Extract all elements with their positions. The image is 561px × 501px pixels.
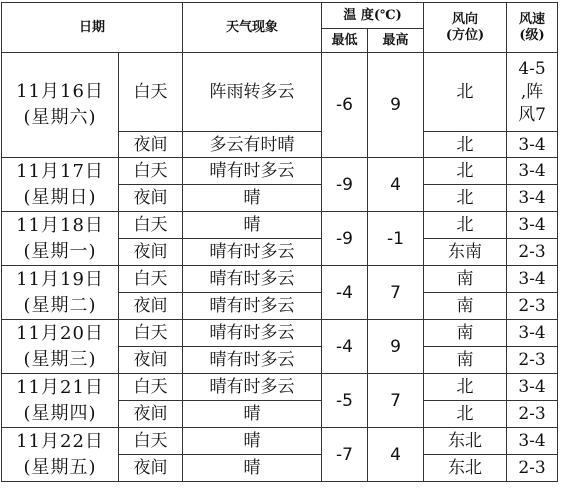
wind-direction-night: 南	[424, 293, 507, 320]
date-cell	[2, 53, 119, 158]
weather-day: 晴有时多云	[183, 158, 322, 185]
forecast-body	[2, 53, 558, 482]
temp-max: -1	[368, 212, 424, 266]
wind-direction-day: 北	[424, 212, 507, 239]
table-row	[2, 374, 558, 401]
weather-day: 阵雨转多云	[183, 53, 322, 132]
weather-night: 多云有时晴	[183, 132, 322, 158]
period-day: 白天	[119, 428, 183, 455]
weather-night: 晴有时多云	[183, 293, 322, 320]
date-cell	[2, 428, 119, 482]
wind-speed-night: 2-3	[507, 293, 558, 320]
header-wind-direction: 风向 (方位)	[424, 3, 507, 53]
weather-forecast-table	[1, 2, 558, 482]
weekday-label: (星期六)	[23, 107, 97, 128]
wind-speed-night: 3-4	[507, 185, 558, 212]
date-cell	[2, 158, 119, 212]
header-wind-speed: 风速 (级)	[507, 3, 558, 53]
date-cell	[2, 266, 119, 320]
weekday-label: (星期四)	[23, 402, 97, 424]
temp-max: 4	[368, 158, 424, 212]
header-temp-max: 最高	[368, 29, 424, 53]
date-cell	[2, 212, 119, 266]
temp-max: 7	[368, 266, 424, 320]
wind-direction-day: 南	[424, 266, 507, 293]
weekday-label: (星期五)	[23, 456, 97, 478]
wind-speed-night: 2-3	[507, 239, 558, 266]
period-night: 夜间	[119, 185, 183, 212]
period-night: 夜间	[119, 401, 183, 428]
wind-direction-night: 东南	[424, 239, 507, 266]
temp-max: 7	[368, 374, 424, 428]
weather-night: 晴	[183, 455, 322, 482]
wind-speed-day: 3-4	[507, 320, 558, 347]
date-cell	[2, 374, 119, 428]
weather-day: 晴	[183, 212, 322, 239]
period-day: 白天	[119, 320, 183, 347]
wind-direction-night: 东北	[424, 455, 507, 482]
table-row	[2, 158, 558, 185]
wind-direction-day: 南	[424, 320, 507, 347]
wind-direction-day: 东北	[424, 428, 507, 455]
weather-night: 晴有时多云	[183, 347, 322, 374]
period-day: 白天	[119, 374, 183, 401]
period-day: 白天	[119, 266, 183, 293]
wind-speed-night: 3-4	[507, 132, 558, 158]
date-label: 11月22日	[16, 430, 104, 452]
date-label: 11月21日	[16, 376, 104, 398]
header-date: 日期	[2, 3, 183, 53]
table-row	[2, 320, 558, 347]
temp-max: 4	[368, 428, 424, 482]
weather-night: 晴	[183, 401, 322, 428]
weather-day: 晴	[183, 428, 322, 455]
wind-direction-night: 北	[424, 401, 507, 428]
weekday-label: (星期三)	[23, 348, 97, 370]
table-row	[2, 53, 558, 132]
wind-speed-day: 3-4	[507, 266, 558, 293]
period-day: 白天	[119, 158, 183, 185]
wind-speed-night: 2-3	[507, 347, 558, 374]
wind-direction-day: 北	[424, 158, 507, 185]
period-night: 夜间	[119, 455, 183, 482]
temp-min: -9	[322, 158, 368, 212]
weather-night: 晴	[183, 185, 322, 212]
wind-speed-night: 2-3	[507, 455, 558, 482]
period-day: 白天	[119, 212, 183, 239]
header-temperature: 温 度(℃)	[322, 3, 424, 29]
weather-night: 晴有时多云	[183, 239, 322, 266]
temp-min: -7	[322, 428, 368, 482]
weekday-label: (星期一)	[23, 240, 97, 262]
period-night: 夜间	[119, 293, 183, 320]
temp-min: -5	[322, 374, 368, 428]
wind-speed-day: 3-4	[507, 374, 558, 401]
wind-speed-day: 4-5 ,阵 风7	[507, 53, 558, 132]
date-label: 11月17日	[16, 160, 104, 182]
date-label: 11月19日	[16, 268, 104, 290]
wind-direction-night: 北	[424, 185, 507, 212]
header-weather: 天气现象	[183, 3, 322, 53]
period-day: 白天	[119, 53, 183, 132]
table-row	[2, 266, 558, 293]
wind-direction-night: 北	[424, 132, 507, 158]
wind-direction-night: 南	[424, 347, 507, 374]
temp-min: -6	[322, 53, 368, 158]
header-temp-min: 最低	[322, 29, 368, 53]
table-row	[2, 212, 558, 239]
date-label: 11月18日	[16, 214, 104, 236]
period-night: 夜间	[119, 132, 183, 158]
wind-direction-day: 北	[424, 53, 507, 132]
wind-speed-day: 3-4	[507, 158, 558, 185]
table-row	[2, 428, 558, 455]
date-label: 11月16日	[16, 81, 104, 102]
wind-speed-night: 2-3	[507, 401, 558, 428]
temp-min: -9	[322, 212, 368, 266]
period-night: 夜间	[119, 239, 183, 266]
period-night: 夜间	[119, 347, 183, 374]
weather-day: 晴有时多云	[183, 266, 322, 293]
wind-direction-day: 北	[424, 374, 507, 401]
weather-day: 晴有时多云	[183, 374, 322, 401]
date-cell	[2, 320, 119, 374]
temp-max: 9	[368, 320, 424, 374]
temp-min: -4	[322, 266, 368, 320]
date-label: 11月20日	[16, 322, 104, 344]
wind-speed-day: 3-4	[507, 212, 558, 239]
temp-min: -4	[322, 320, 368, 374]
weekday-label: (星期日)	[23, 186, 97, 208]
weather-day: 晴有时多云	[183, 320, 322, 347]
weekday-label: (星期二)	[23, 294, 97, 316]
temp-max: 9	[368, 53, 424, 158]
wind-speed-day: 3-4	[507, 428, 558, 455]
